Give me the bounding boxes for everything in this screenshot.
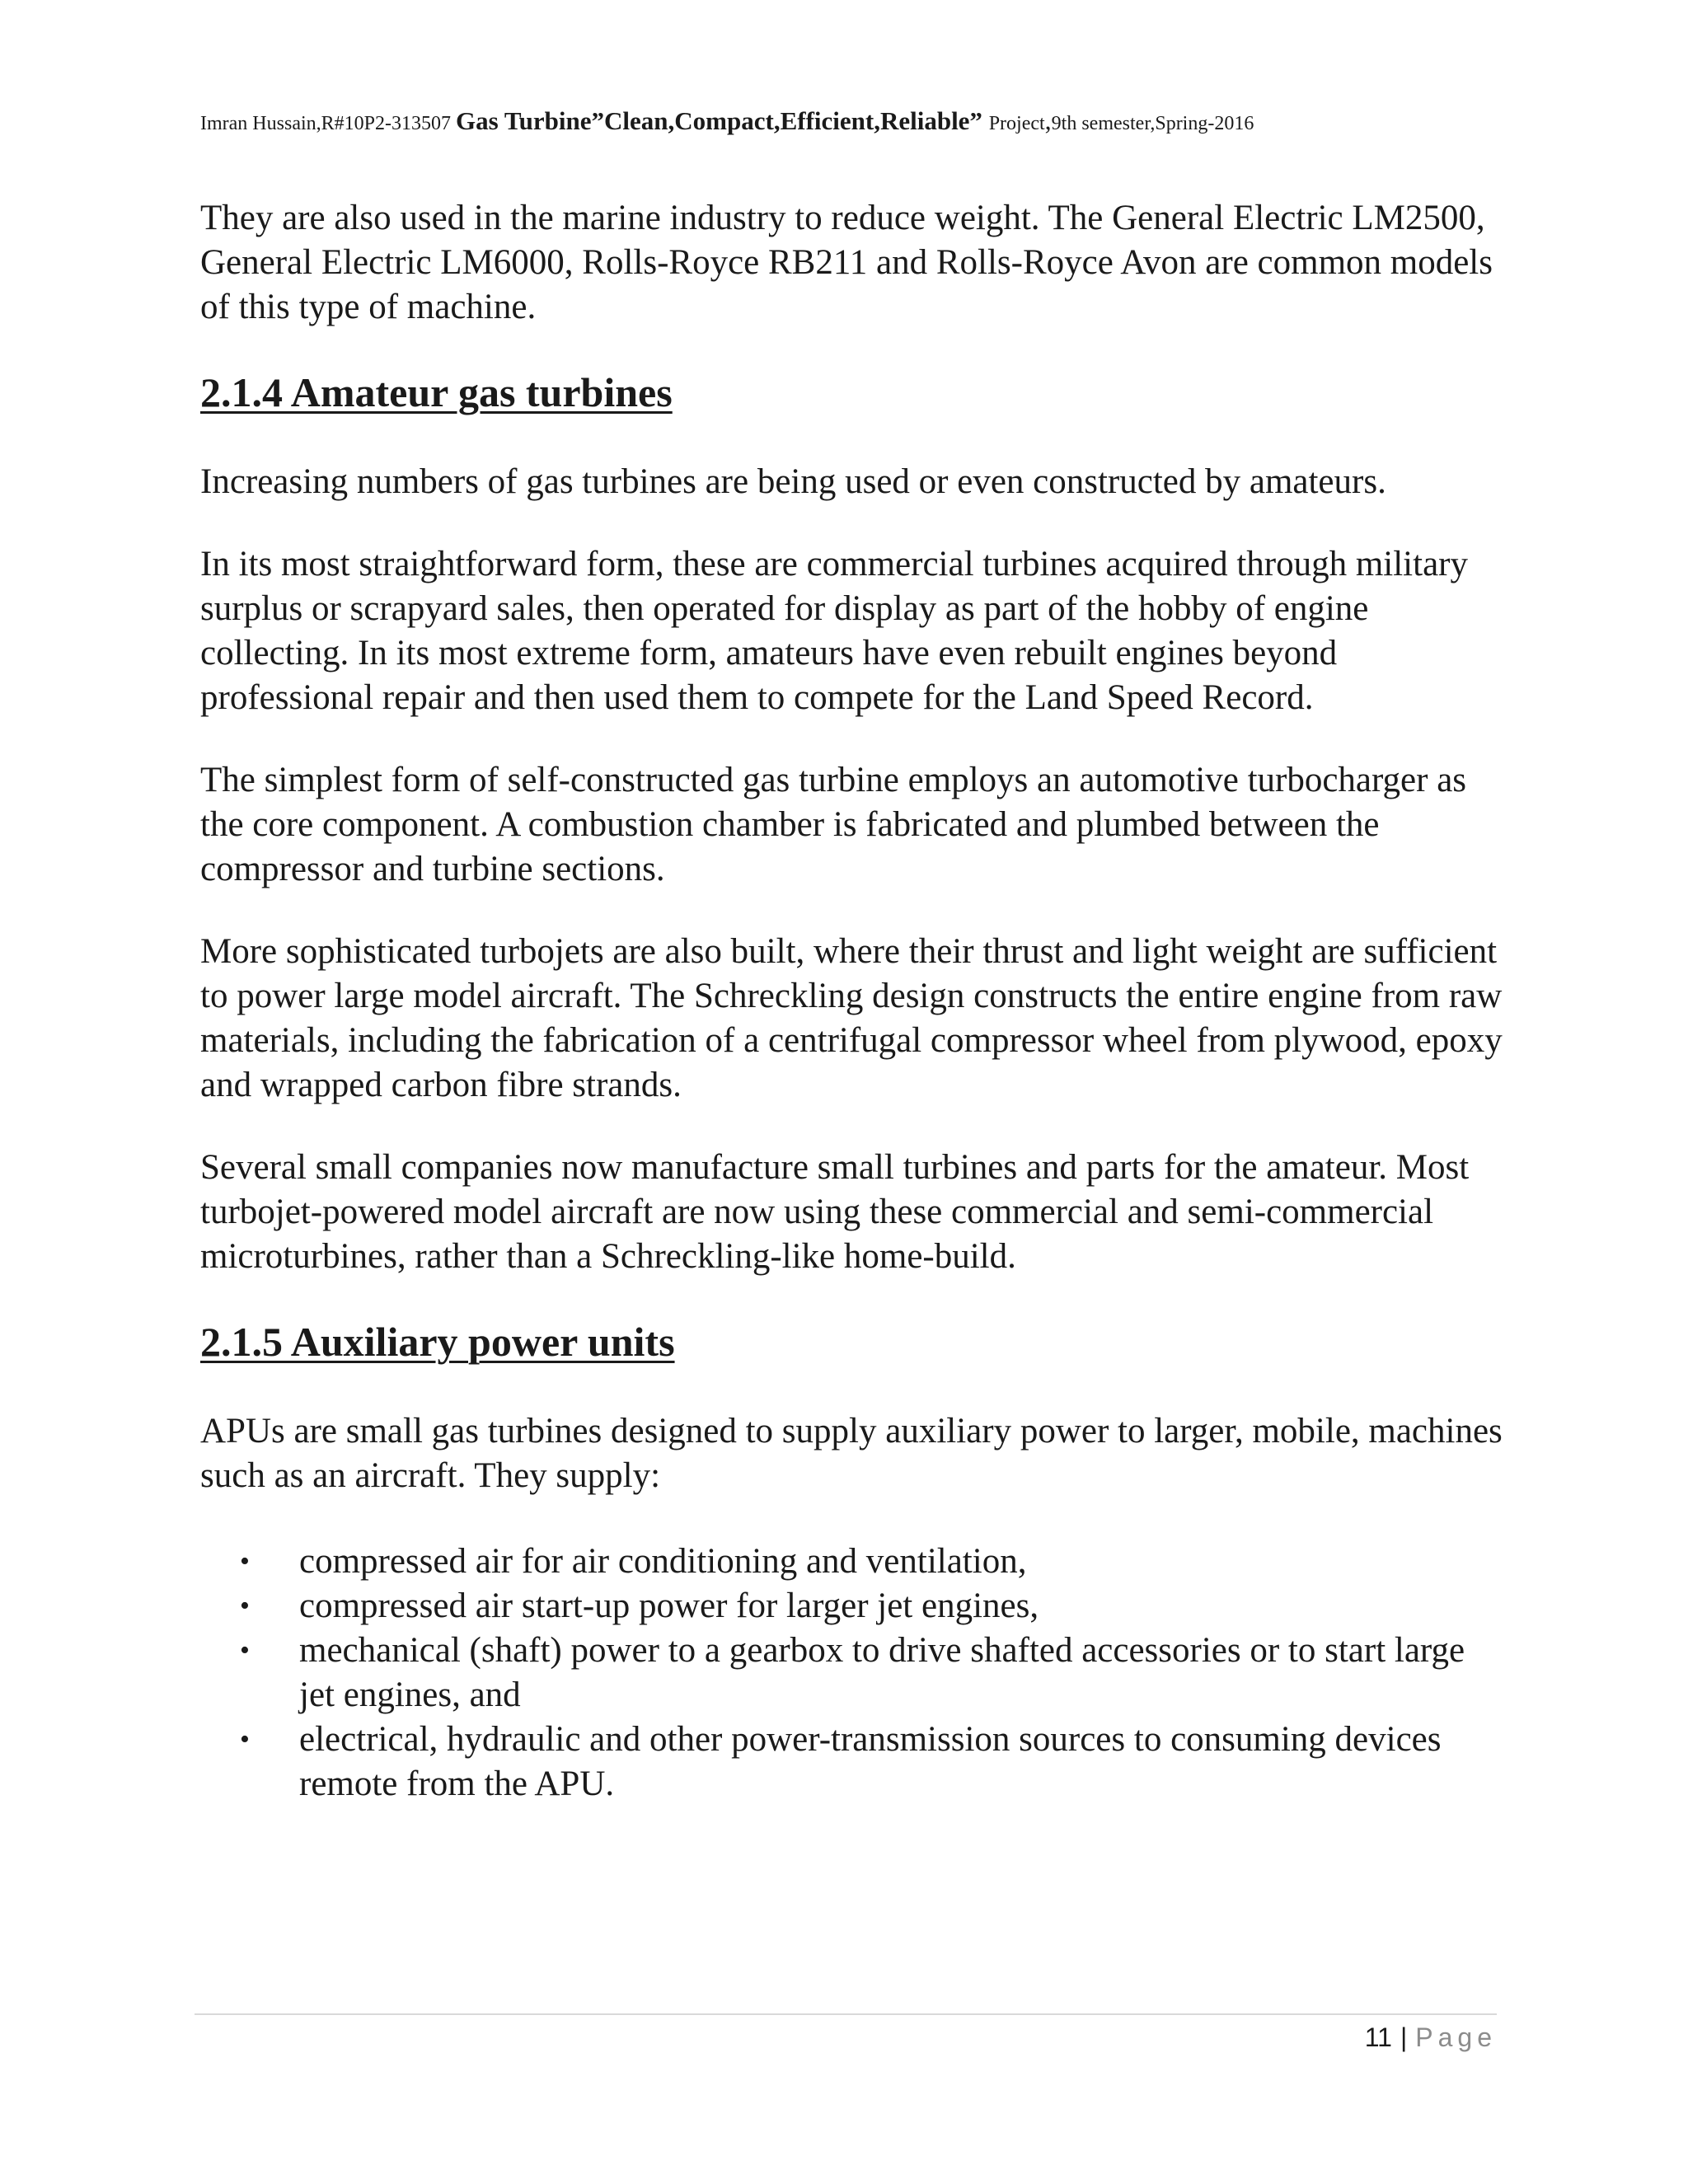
list-item: [200, 1718, 1503, 1807]
list-item: [200, 1584, 1503, 1629]
intro-paragraph: They are also used in the marine industry to reduce weight. The General Electric LM2500, General Electric LM6000, Rolls-Royce RB211 and Rolls-Royce Avon are common models of this type of machine.: [200, 199, 1493, 326]
page-number: 11: [1364, 2022, 1392, 2052]
page-content: [200, 196, 1503, 1807]
list-item-text: compressed air start-up power for larger jet engines,: [299, 1586, 1039, 1625]
header-comma: ,: [1044, 105, 1052, 135]
header-author: Imran Hussain,R#10P2-313507: [200, 113, 456, 134]
list-item: [200, 1629, 1503, 1718]
list-item: [200, 1540, 1503, 1584]
header-project: Project: [988, 113, 1045, 134]
header-title: Gas Turbine”Clean,Compact,Efficient,Reliable”: [455, 106, 989, 135]
bullet-icon: •: [240, 1724, 250, 1755]
apu-supply-list: [200, 1540, 1503, 1807]
paragraph-amateur-1: Increasing numbers of gas turbines are being used or even constructed by amateurs.: [200, 462, 1386, 501]
list-item-text: mechanical (shaft) power to a gearbox to drive shafted accessories or to start large jet engines, and: [299, 1631, 1465, 1714]
bullet-icon: •: [240, 1546, 250, 1577]
paragraph-amateur-2: In its most straightforward form, these are commercial turbines acquired through military surplus or scrapyard sales, then operated for display as part of the hobby of engine collecting. In its most extreme form, amateurs have even rebuilt engines beyond professional repair and then used them to compete for the Land Speed Record.: [200, 545, 1468, 717]
paragraph-amateur-3: The simplest form of self-constructed gas turbine employs an automotive turbocharger as the core component. A combustion chamber is fabricated and plumbed between the compressor and turbine sections.: [200, 761, 1467, 888]
running-header: [200, 99, 1494, 148]
section-heading-auxiliary-power-units: 2.1.5 Auxiliary power units: [200, 1319, 675, 1365]
footer-divider: [195, 2013, 1497, 2015]
paragraph-apu-intro: APUs are small gas turbines designed to supply auxiliary power to larger, mobile, machines such as an aircraft. They supply:: [200, 1412, 1503, 1495]
list-item-text: compressed air for air conditioning and ventilation,: [299, 1542, 1027, 1581]
section-heading-amateur-gas-turbines: 2.1.4 Amateur gas turbines: [200, 369, 673, 415]
bullet-icon: •: [240, 1635, 250, 1666]
bullet-icon: •: [240, 1591, 250, 1621]
header-semester: 9th semester,Spring-2016: [1051, 113, 1254, 134]
paragraph-amateur-5: Several small companies now manufacture small turbines and parts for the amateur. Most turbojet-powered model aircraft are now using these commercial and semi-commercial microturbines, rather than a Schreckling-like home-build.: [200, 1148, 1470, 1276]
paragraph-amateur-4: More sophisticated turbojets are also built, where their thrust and light weight are sufficient to power large model aircraft. The Schreckling design constructs the entire engine from raw materials, including the fabrication of a centrifugal compressor wheel from plywood, epoxy and wrapped carbon fibre strands.: [200, 932, 1503, 1104]
list-item-text: electrical, hydraulic and other power-transmission sources to consuming devices remote from the APU.: [299, 1720, 1442, 1803]
page-label: Page: [1415, 2022, 1497, 2052]
page-footer: [1365, 2018, 1497, 2057]
footer-separator: |: [1400, 2022, 1408, 2052]
